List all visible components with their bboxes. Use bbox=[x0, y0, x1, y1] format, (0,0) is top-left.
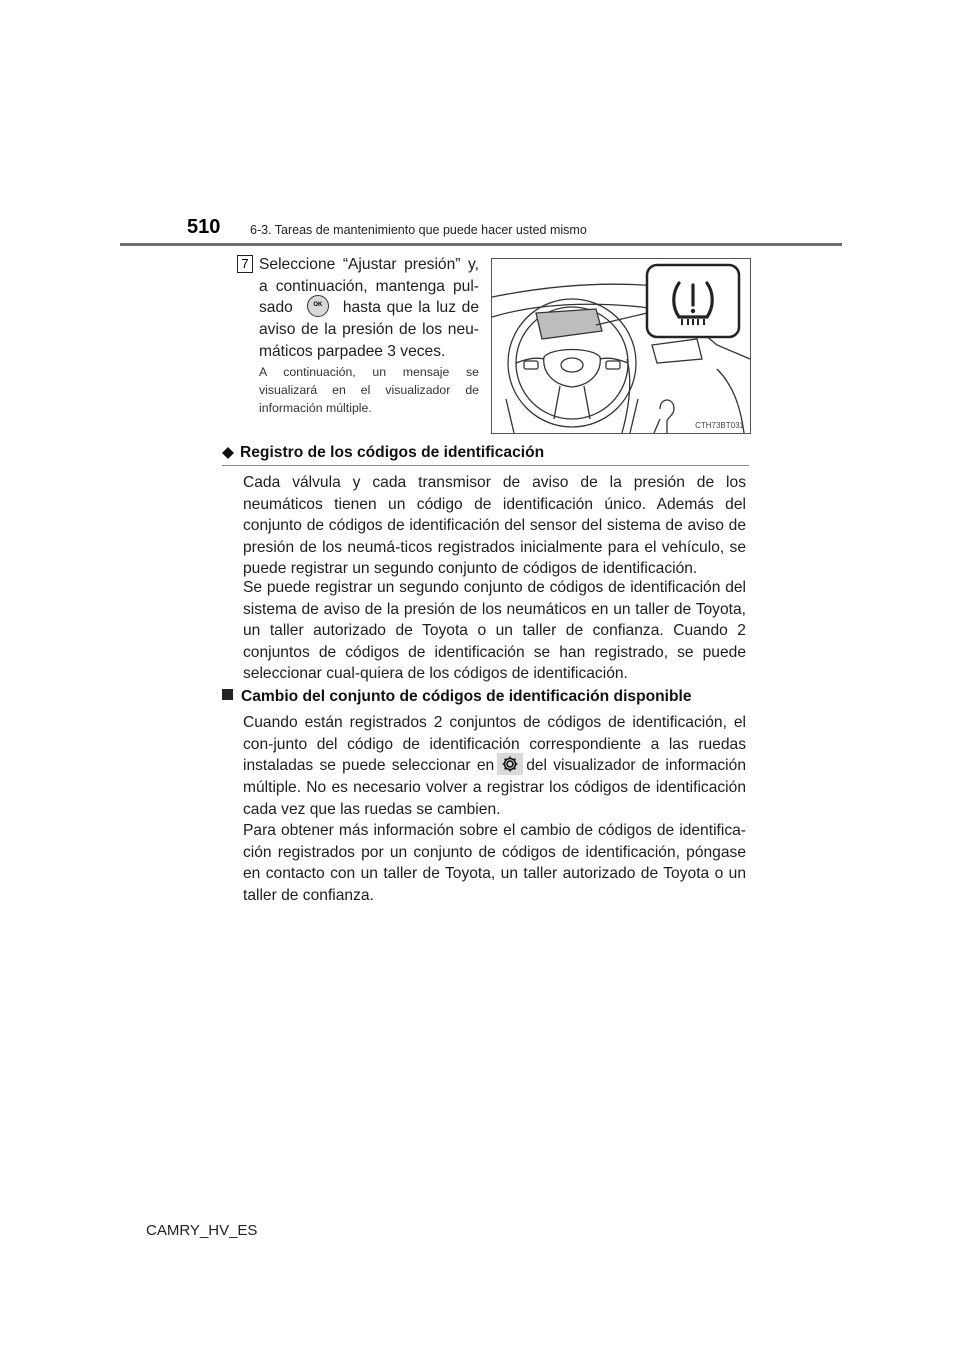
section-title: 6-3. Tareas de mantenimiento que puede hacer usted mismo bbox=[250, 223, 587, 237]
header-rule bbox=[120, 243, 842, 246]
step-note: A continuación, un mensaje se visualizará en el visualizador de información múltiple. bbox=[259, 365, 479, 415]
section-heading-text: Registro de los códigos de identificación bbox=[240, 444, 545, 461]
step-text-before: Seleccione “Ajustar presión” y, a continuación, mantenga pul-sado bbox=[259, 256, 479, 317]
subsection-paragraph-1 bbox=[243, 712, 746, 820]
step-instruction bbox=[259, 254, 479, 362]
dashboard-illustration bbox=[491, 258, 751, 434]
section-heading-rule bbox=[222, 465, 749, 466]
subsection-text-after: del visualizador de información múltiple. No es necesario volver a registrar los códigos de identificación cada vez que las ruedas se cambien. bbox=[243, 757, 746, 818]
figure-code: CTH73BT031 bbox=[695, 421, 744, 430]
settings-gear-icon bbox=[497, 753, 523, 775]
square-bullet-icon bbox=[222, 689, 233, 700]
step-text-after: hasta que la luz de aviso de la presión de los neu-máticos parpadee 3 veces. bbox=[259, 299, 479, 360]
diamond-bullet-icon: ◆ bbox=[222, 444, 234, 461]
section-paragraph-2: Se puede registrar un segundo conjunto de códigos de identificación del sistema de aviso de la presión de los neumáticos en un taller de Toyota, un taller autorizado de Toyota o un taller de confianza. Cuando 2 conjuntos de códigos de identificación se han registrado, se puede seleccionar cual-quiera de los códigos de identificación. bbox=[243, 579, 746, 682]
subsection-paragraph-2: Para obtener más información sobre el cambio de códigos de identifica-ción registrados por un conjunto de códigos de identificación, póngase en contacto con un taller de Toyota, un taller autorizado de Toyota o un taller de confianza. bbox=[243, 822, 746, 904]
subsection-text-before: Cuando están registrados 2 conjuntos de códigos de identificación, el con-junto del código de identificación correspondiente a las ruedas instaladas se puede seleccionar en bbox=[243, 714, 746, 775]
footer-code: CAMRY_HV_ES bbox=[146, 1222, 258, 1239]
subsection-heading bbox=[222, 688, 692, 706]
step-number-badge: 7 bbox=[237, 255, 253, 273]
section-paragraph-1: Cada válvula y cada transmisor de aviso de la presión de los neumáticos tienen un código de identificación único. Además del conjunto de códigos de identificación del sensor del sistema de aviso de presión de los neumá-ticos registrados inicialmente para el vehículo, se puede registrar un segundo conjunto de códigos de identificación. bbox=[243, 474, 746, 577]
ok-button-icon bbox=[307, 295, 329, 317]
section-heading bbox=[222, 443, 544, 462]
page-number: 510 bbox=[187, 216, 221, 238]
steering-wheel-illustration bbox=[492, 259, 750, 433]
ok-button-label: OK bbox=[313, 302, 323, 308]
subsection-heading-text: Cambio del conjunto de códigos de identificación disponible bbox=[241, 688, 692, 705]
